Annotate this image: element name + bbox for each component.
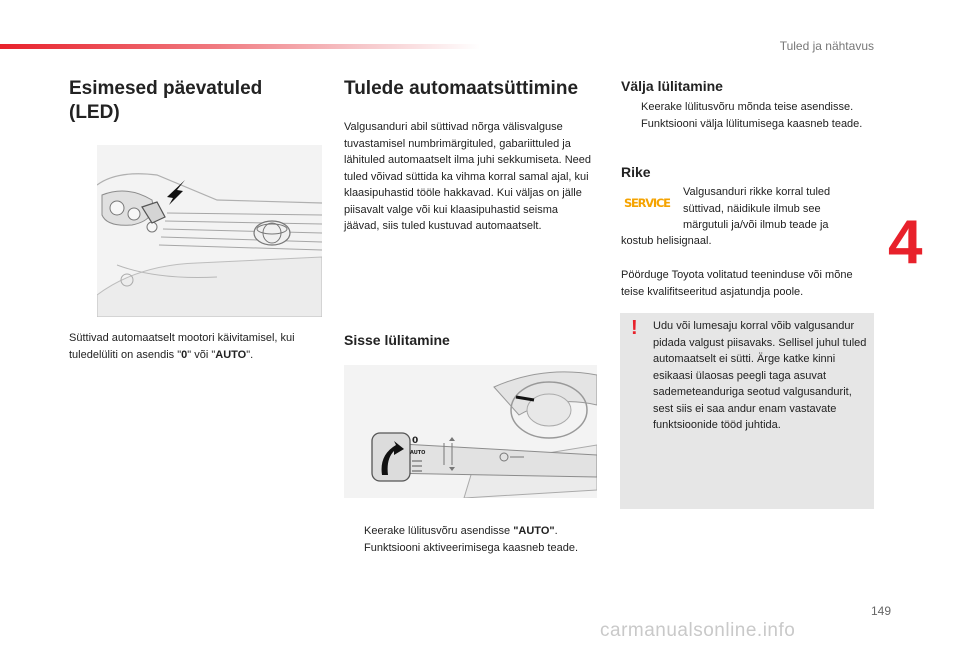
stalk-label-0: 0 (412, 436, 419, 446)
auto-lights-paragraph: Valgusanduri abil süttivad nõrga välisvalguse tuvastamisel numbrimärgituled, gabariittuled ja lähituled automaatselt ilma juhi sekkumiseta. Need tuled võivad süttida ka vihma korral samal ajal, kui klaasipuhastid tööle hakkavad. Kui väljas on jälle piisavalt valge või kui klaasipuhastid seisma jäävad, siis tuled kustuvad automaatselt. (344, 121, 592, 232)
stalk-label-auto: AUTO (410, 450, 426, 456)
description-text-end: ". (246, 348, 254, 361)
switch-off-bullet (621, 99, 875, 132)
heading-fault: Rike (621, 164, 651, 180)
heading-switch-on: Sisse lülitamine (344, 332, 450, 348)
description-text-start: Süttivad automaatselt mootori käivitamisel, kui tuledelüliti on asendis " (69, 332, 295, 361)
contact-dealer-text: Pöörduge Toyota volitatud teeninduse või mõne teise kvalifitseeritud asjatundja poole. (621, 269, 853, 298)
bullet-value-auto: "AUTO" (513, 525, 555, 537)
heading-daytime-lights (69, 77, 262, 125)
heading-line-1: Esimesed päevatuled (69, 78, 263, 99)
value-position-0: 0 (181, 348, 188, 361)
page-number: 149 (871, 604, 892, 618)
daytime-lights-description (69, 330, 324, 363)
front-lights-illustration (97, 145, 322, 317)
heading-line-2: (LED) (69, 102, 120, 123)
bullet-text-end: . Funktsiooni aktiveerimisega kaasneb teade. (364, 525, 579, 554)
warning-exclamation-icon: ! (631, 317, 638, 339)
fault-text-continued: kostub helisignaal. (621, 235, 712, 247)
section-label: Tuled ja nähtavus (779, 39, 874, 53)
chapter-number: 4 (888, 208, 923, 277)
heading-auto-lights: Tulede automaatsüttimine (344, 78, 579, 99)
switch-on-bullet (344, 523, 594, 556)
heading-switch-off: Välja lülitamine (621, 78, 723, 94)
warning-text: Udu või lumesaju korral võib valgusandur pidada valgust piisavaks. Sellisel juhul tuled automaatselt ei sütti. Ärge katke kinni esikaasi ülaosas peegli taga asuvat sademeteanduriga seotud valgusandurit, sest siis ei saa andur enam vastavate funktsioonide tööd juhtida. (653, 320, 867, 431)
fault-text: Valgusanduri rikke korral tuled süttivad, näidikule ilmub see märgutuli ja/või ilmub teade ja (683, 186, 831, 231)
description-text-mid: " või " (187, 348, 216, 361)
watermark: carmanualsonline.info (600, 620, 796, 641)
switch-off-text: Keerake lülitusvõru mõnda teise asendisse. Funktsiooni välja lülitumisega kaasneb teade. (641, 101, 863, 130)
bullet-text-start: Keerake lülitusvõru asendisse (364, 525, 514, 537)
service-label: SERVICE (624, 196, 671, 210)
light-stalk-illustration (344, 365, 597, 498)
header-accent-bar (0, 44, 480, 49)
value-position-auto: AUTO (215, 348, 247, 361)
service-warning-icon (624, 194, 672, 210)
